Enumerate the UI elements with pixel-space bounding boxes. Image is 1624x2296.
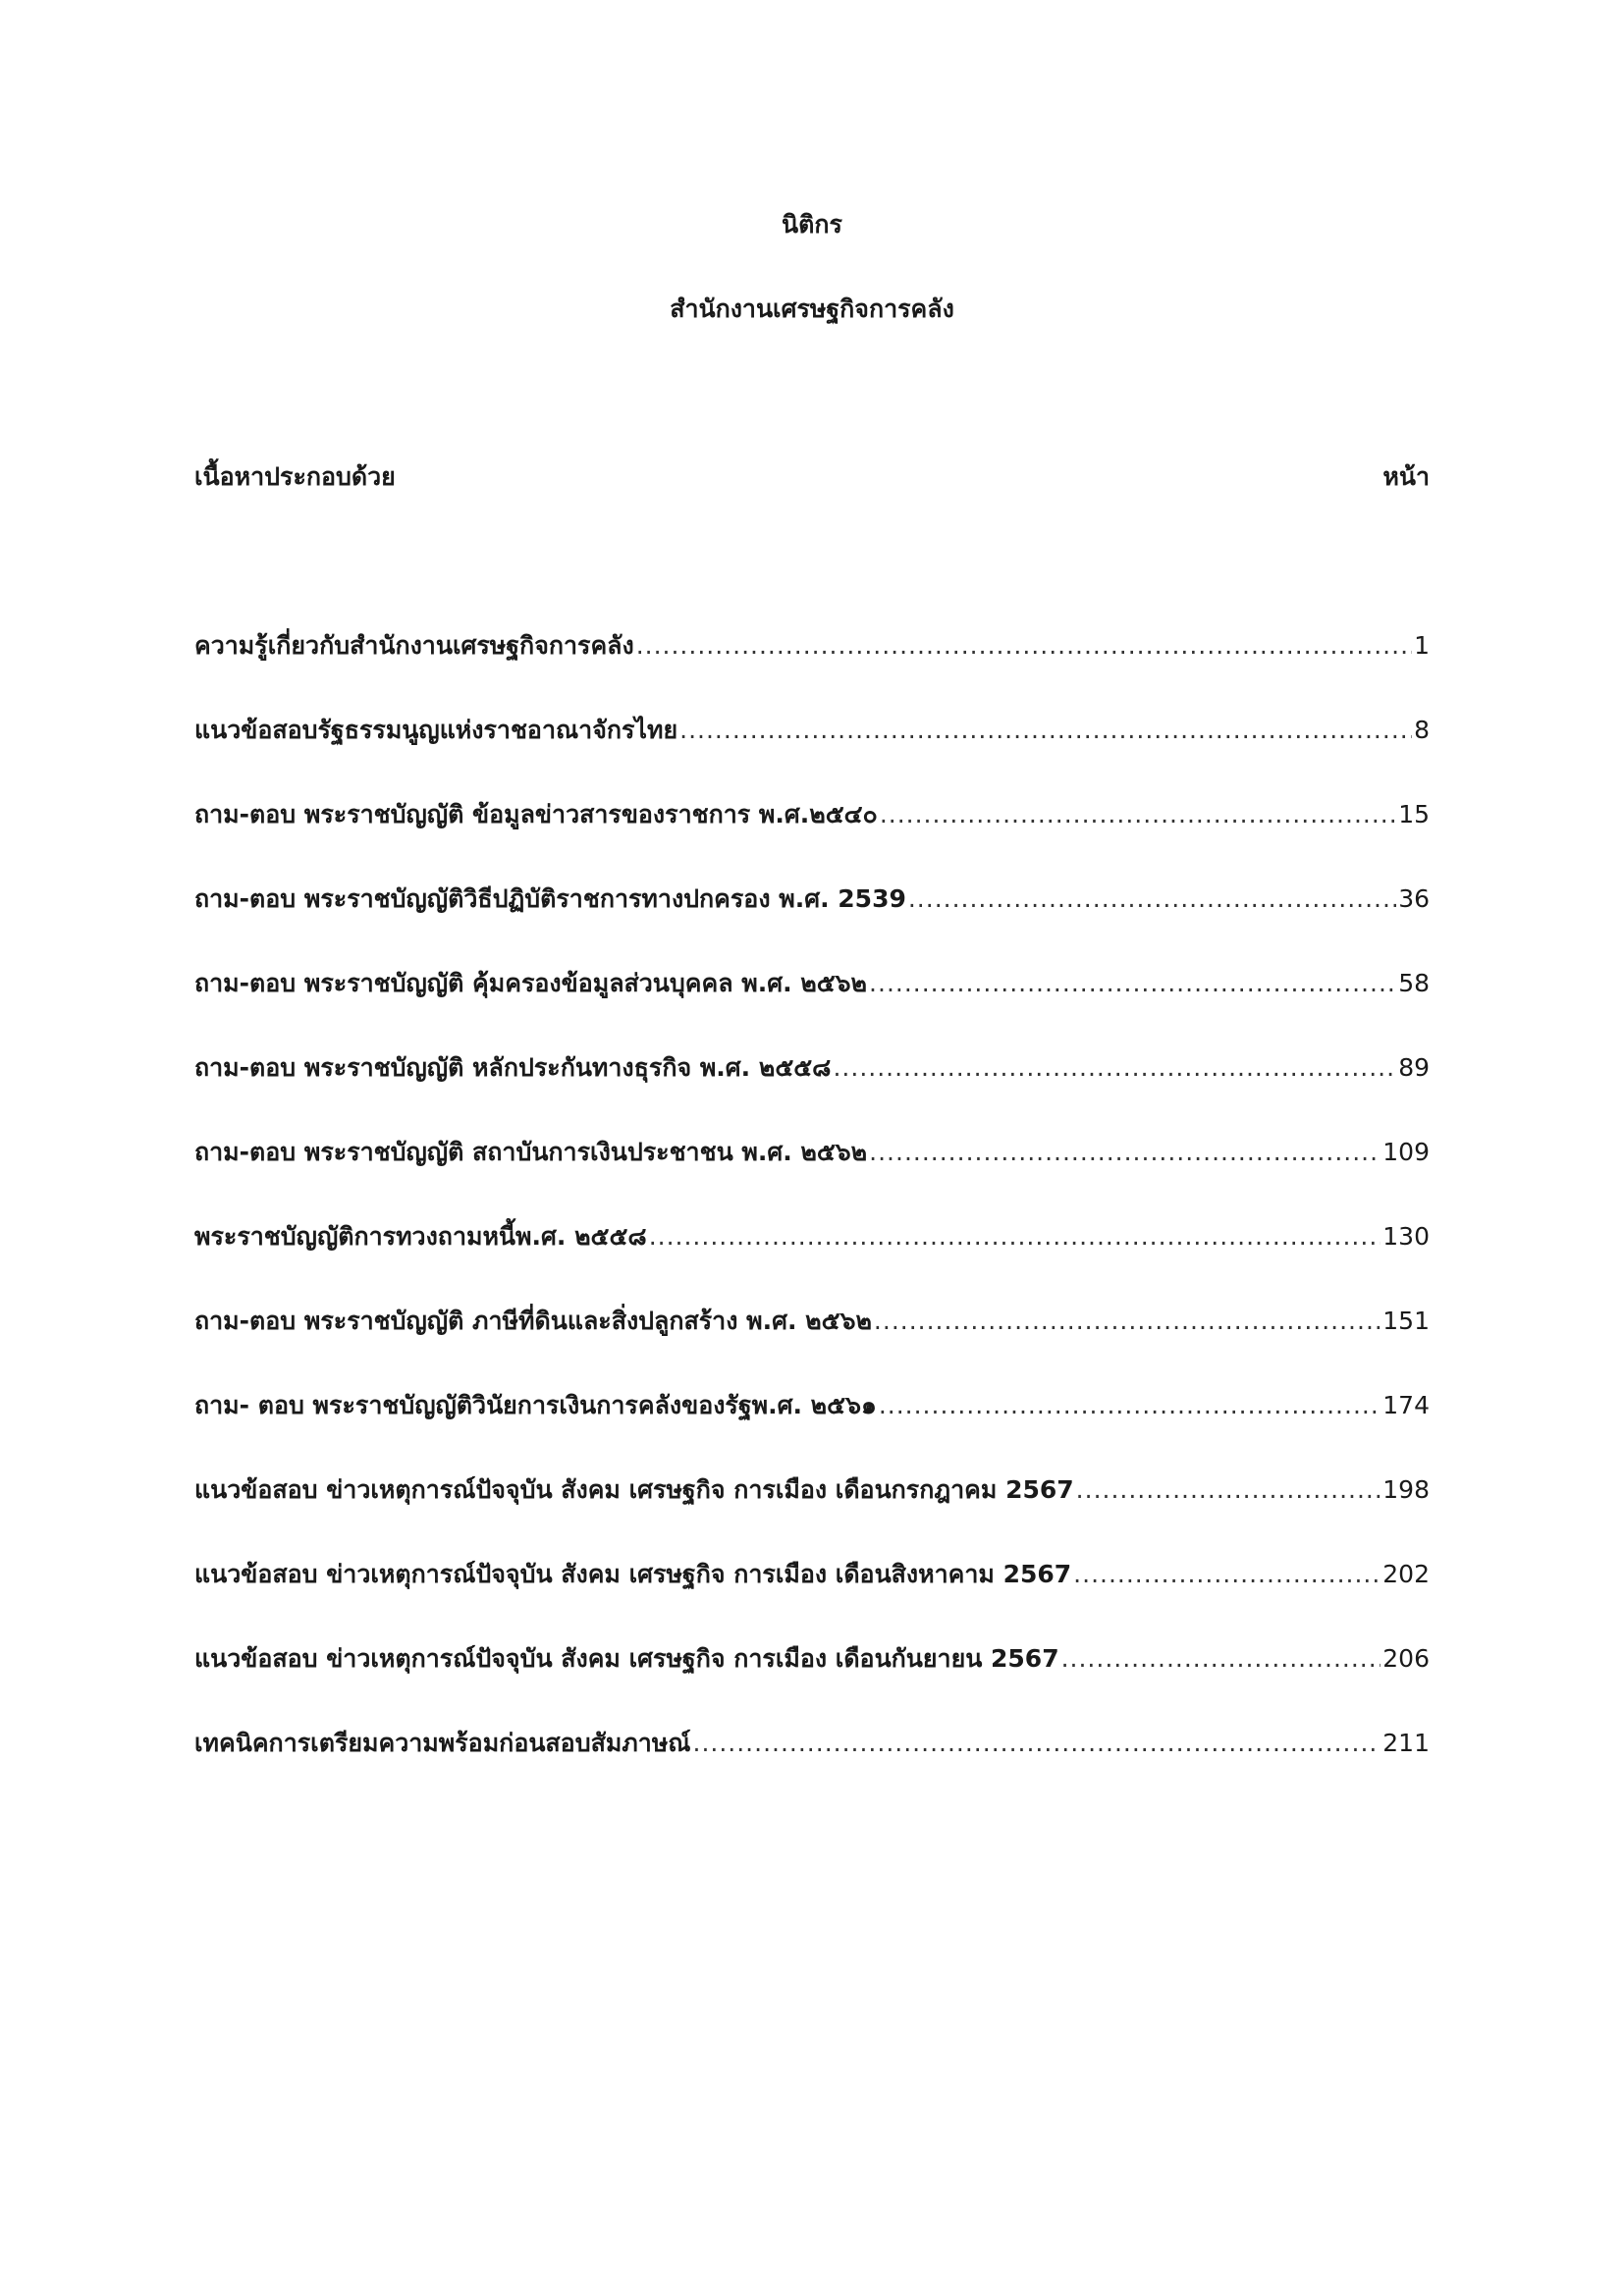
table-of-contents [194, 626, 1430, 1808]
toc-entry-page: 206 [1382, 1644, 1430, 1673]
toc-leader-dots [1076, 1470, 1381, 1510]
toc-entry-label: ถาม-ตอบ พระราชบัญญัติ คุ้มครองข้อมูลส่วนบุคคล พ.ศ. ๒๕๖๒ [194, 969, 868, 997]
toc-entry-page: 130 [1382, 1222, 1430, 1251]
toc-entry-page: 151 [1382, 1307, 1430, 1335]
toc-entry [194, 964, 1430, 1048]
toc-entry [194, 1639, 1430, 1724]
document-subtitle: สำนักงานเศรษฐกิจการคลัง [670, 294, 954, 323]
toc-entry-page: 8 [1414, 716, 1430, 744]
toc-leader-dots [874, 1302, 1380, 1341]
document-title: นิติกร [782, 210, 842, 239]
toc-entry-page: 58 [1398, 969, 1430, 997]
toc-entry [194, 1302, 1430, 1386]
toc-entry-page: 174 [1382, 1391, 1430, 1419]
toc-entry [194, 1724, 1430, 1808]
toc-entry [194, 1217, 1430, 1302]
toc-entry [194, 795, 1430, 880]
toc-entry [194, 880, 1430, 964]
toc-entry [194, 626, 1430, 711]
toc-entry-label: ถาม-ตอบ พระราชบัญญัติวิธีปฏิบัติราชการทางปกครอง พ.ศ. 2539 [194, 884, 906, 913]
toc-entry-page: 211 [1382, 1729, 1430, 1757]
toc-entry-page: 15 [1398, 800, 1430, 828]
toc-entry-page: 198 [1382, 1475, 1430, 1504]
toc-entry-label: ถาม-ตอบ พระราชบัญญัติ ภาษีที่ดินและสิ่งปลูกสร้าง พ.ศ. ๒๕๖๒ [194, 1307, 872, 1335]
contents-heading: เนื้อหาประกอบด้วย [194, 462, 396, 491]
toc-entry-label: แนวข้อสอบ ข่าวเหตุการณ์ปัจจุบัน สังคม เศรษฐกิจ การเมือง เดือนกันยายน 2567 [194, 1644, 1059, 1673]
toc-leader-dots [1061, 1639, 1381, 1679]
toc-leader-dots [1073, 1555, 1380, 1594]
toc-header [194, 457, 1430, 497]
toc-entry-label: แนวข้อสอบ ข่าวเหตุการณ์ปัจจุบัน สังคม เศรษฐกิจ การเมือง เดือนสิงหาคาม 2567 [194, 1560, 1072, 1588]
toc-leader-dots [833, 1048, 1396, 1088]
toc-entry [194, 1133, 1430, 1217]
toc-leader-dots [880, 795, 1396, 834]
toc-leader-dots [693, 1724, 1381, 1763]
toc-entry-page: 109 [1382, 1138, 1430, 1166]
toc-leader-dots [869, 964, 1396, 1003]
toc-entry [194, 1555, 1430, 1639]
toc-entry-page: 89 [1398, 1053, 1430, 1082]
toc-entry [194, 711, 1430, 795]
toc-entry-label: ถาม- ตอบ พระราชบัญญัติวินัยการเงินการคลังของรัฐพ.ศ. ๒๕๖๑ [194, 1391, 877, 1419]
toc-leader-dots [869, 1133, 1380, 1172]
toc-entry [194, 1470, 1430, 1555]
toc-leader-dots [879, 1386, 1380, 1425]
toc-entry [194, 1048, 1430, 1133]
toc-entry-page: 36 [1398, 884, 1430, 913]
toc-leader-dots [649, 1217, 1381, 1256]
toc-entry-label: ถาม-ตอบ พระราชบัญญัติ หลักประกันทางธุรกิจ พ.ศ. ๒๕๕๘ [194, 1053, 832, 1082]
toc-entry [194, 1386, 1430, 1470]
toc-leader-dots [679, 711, 1412, 750]
toc-entry-label: ถาม-ตอบ พระราชบัญญัติ ข้อมูลข่าวสารของราชการ พ.ศ.๒๕๔๐ [194, 800, 878, 828]
toc-entry-label: แนวข้อสอบ ข่าวเหตุการณ์ปัจจุบัน สังคม เศรษฐกิจ การเมือง เดือนกรกฎาคม 2567 [194, 1475, 1074, 1504]
toc-entry-label: ถาม-ตอบ พระราชบัญญัติ สถาบันการเงินประชาชน พ.ศ. ๒๕๖๒ [194, 1138, 868, 1166]
toc-entry-label: แนวข้อสอบรัฐธรรมนูญแห่งราชอาณาจักรไทย [194, 716, 678, 744]
toc-entry-label: ความรู้เกี่ยวกับสำนักงานเศรษฐกิจการคลัง [194, 631, 634, 660]
toc-leader-dots [908, 880, 1396, 919]
page-heading: หน้า [1382, 462, 1430, 491]
toc-entry-page: 202 [1382, 1560, 1430, 1588]
toc-entry-label: พระราชบัญญัติการทวงถามหนี้พ.ศ. ๒๕๕๘ [194, 1222, 647, 1251]
toc-leader-dots [636, 626, 1412, 666]
toc-entry-page: 1 [1414, 631, 1430, 660]
toc-entry-label: เทคนิคการเตรียมความพร้อมก่อนสอบสัมภาษณ์ [194, 1729, 691, 1757]
